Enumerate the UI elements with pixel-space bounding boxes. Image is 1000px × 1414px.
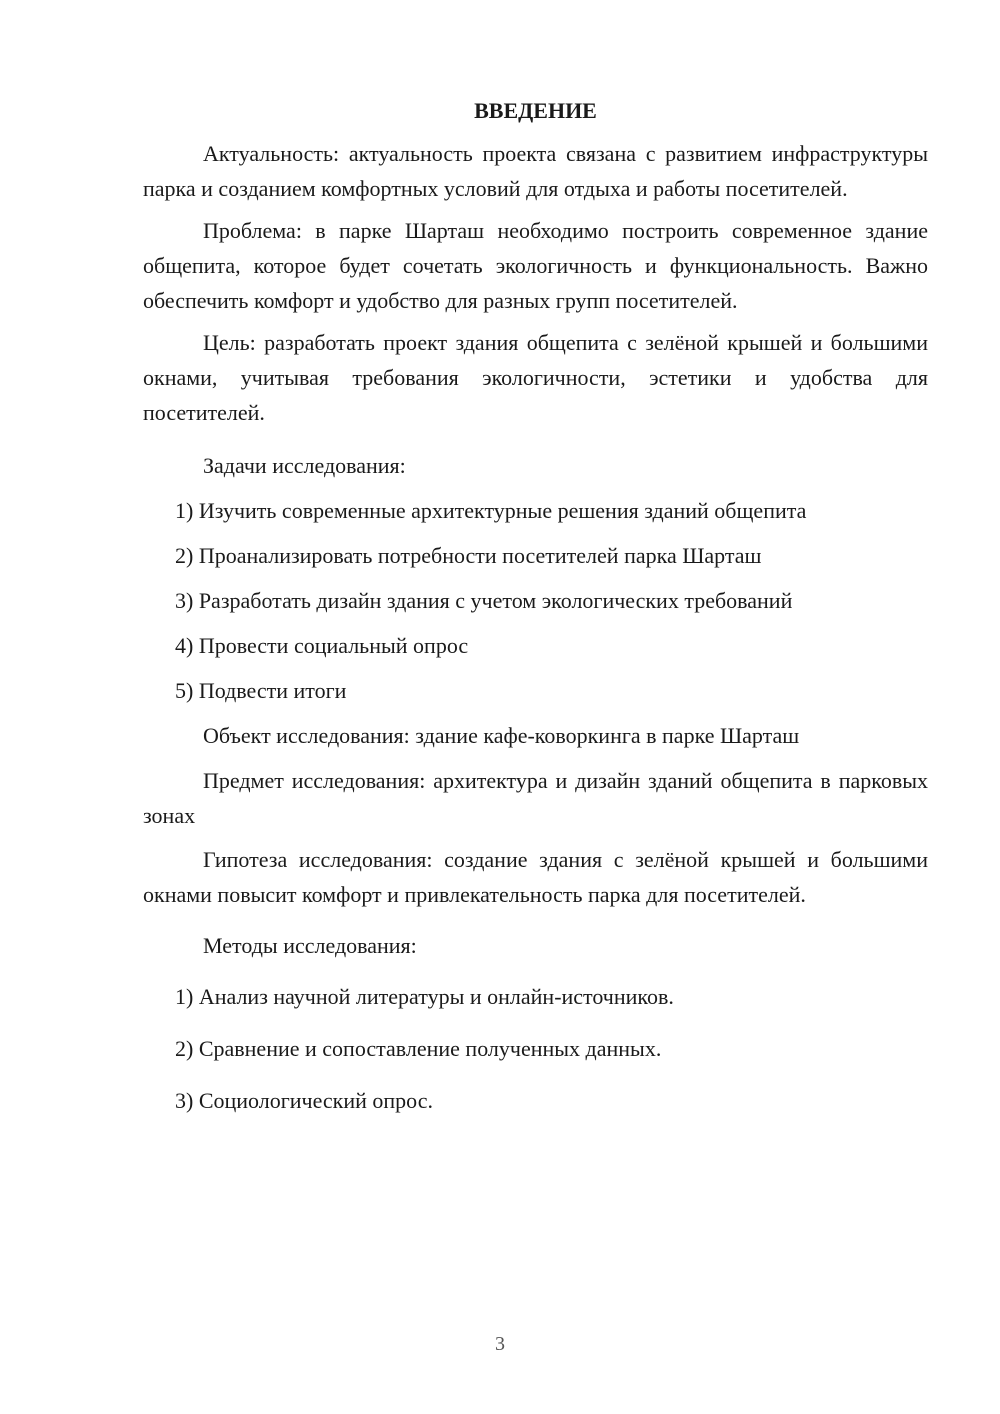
- methods-heading: Методы исследования:: [203, 933, 417, 958]
- section-title: ВВЕДЕНИЕ: [474, 98, 597, 123]
- list-item: 1) Анализ научной литературы и онлайн-источников.: [175, 984, 674, 1009]
- tasks-heading: Задачи исследования:: [203, 453, 406, 478]
- tasks-list: [143, 493, 928, 708]
- hypothesis-paragraph: Гипотеза исследования: создание здания с зелёной крышей и большими окнами повысит комфорт и привлекательность парка для посетителей.: [143, 847, 928, 907]
- list-item: 5) Подвести итоги: [175, 678, 347, 703]
- list-item: 1) Изучить современные архитектурные решения зданий общепита: [175, 498, 807, 523]
- list-item: 3) Социологический опрос.: [175, 1088, 433, 1113]
- list-item: 4) Провести социальный опрос: [175, 633, 469, 658]
- list-item: 3) Разработать дизайн здания с учетом экологических требований: [175, 588, 793, 613]
- document-page: [143, 94, 928, 1135]
- relevance-paragraph: Актуальность: актуальность проекта связана с развитием инфраструктуры парка и созданием комфортных условий для отдыха и работы посетителей.: [143, 141, 928, 201]
- object-paragraph: Объект исследования: здание кафе-коворкинга в парке Шарташ: [203, 723, 800, 748]
- methods-list: [143, 979, 928, 1118]
- page-number: 3: [495, 1333, 505, 1355]
- problem-paragraph: Проблема: в парке Шарташ необходимо построить современное здание общепита, которое будет сочетать экологичность и функциональность. Важно обеспечить комфорт и удобство для разных групп посетителей.: [143, 218, 928, 313]
- goal-paragraph: Цель: разработать проект здания общепита с зелёной крышей и большими окнами, учитывая требования экологичности, эстетики и удобства для посетителей.: [143, 330, 928, 425]
- list-item: 2) Сравнение и сопоставление полученных данных.: [175, 1036, 662, 1061]
- list-item: 2) Проанализировать потребности посетителей парка Шарташ: [175, 543, 762, 568]
- subject-paragraph: Предмет исследования: архитектура и дизайн зданий общепита в парковых зонах: [143, 768, 928, 828]
